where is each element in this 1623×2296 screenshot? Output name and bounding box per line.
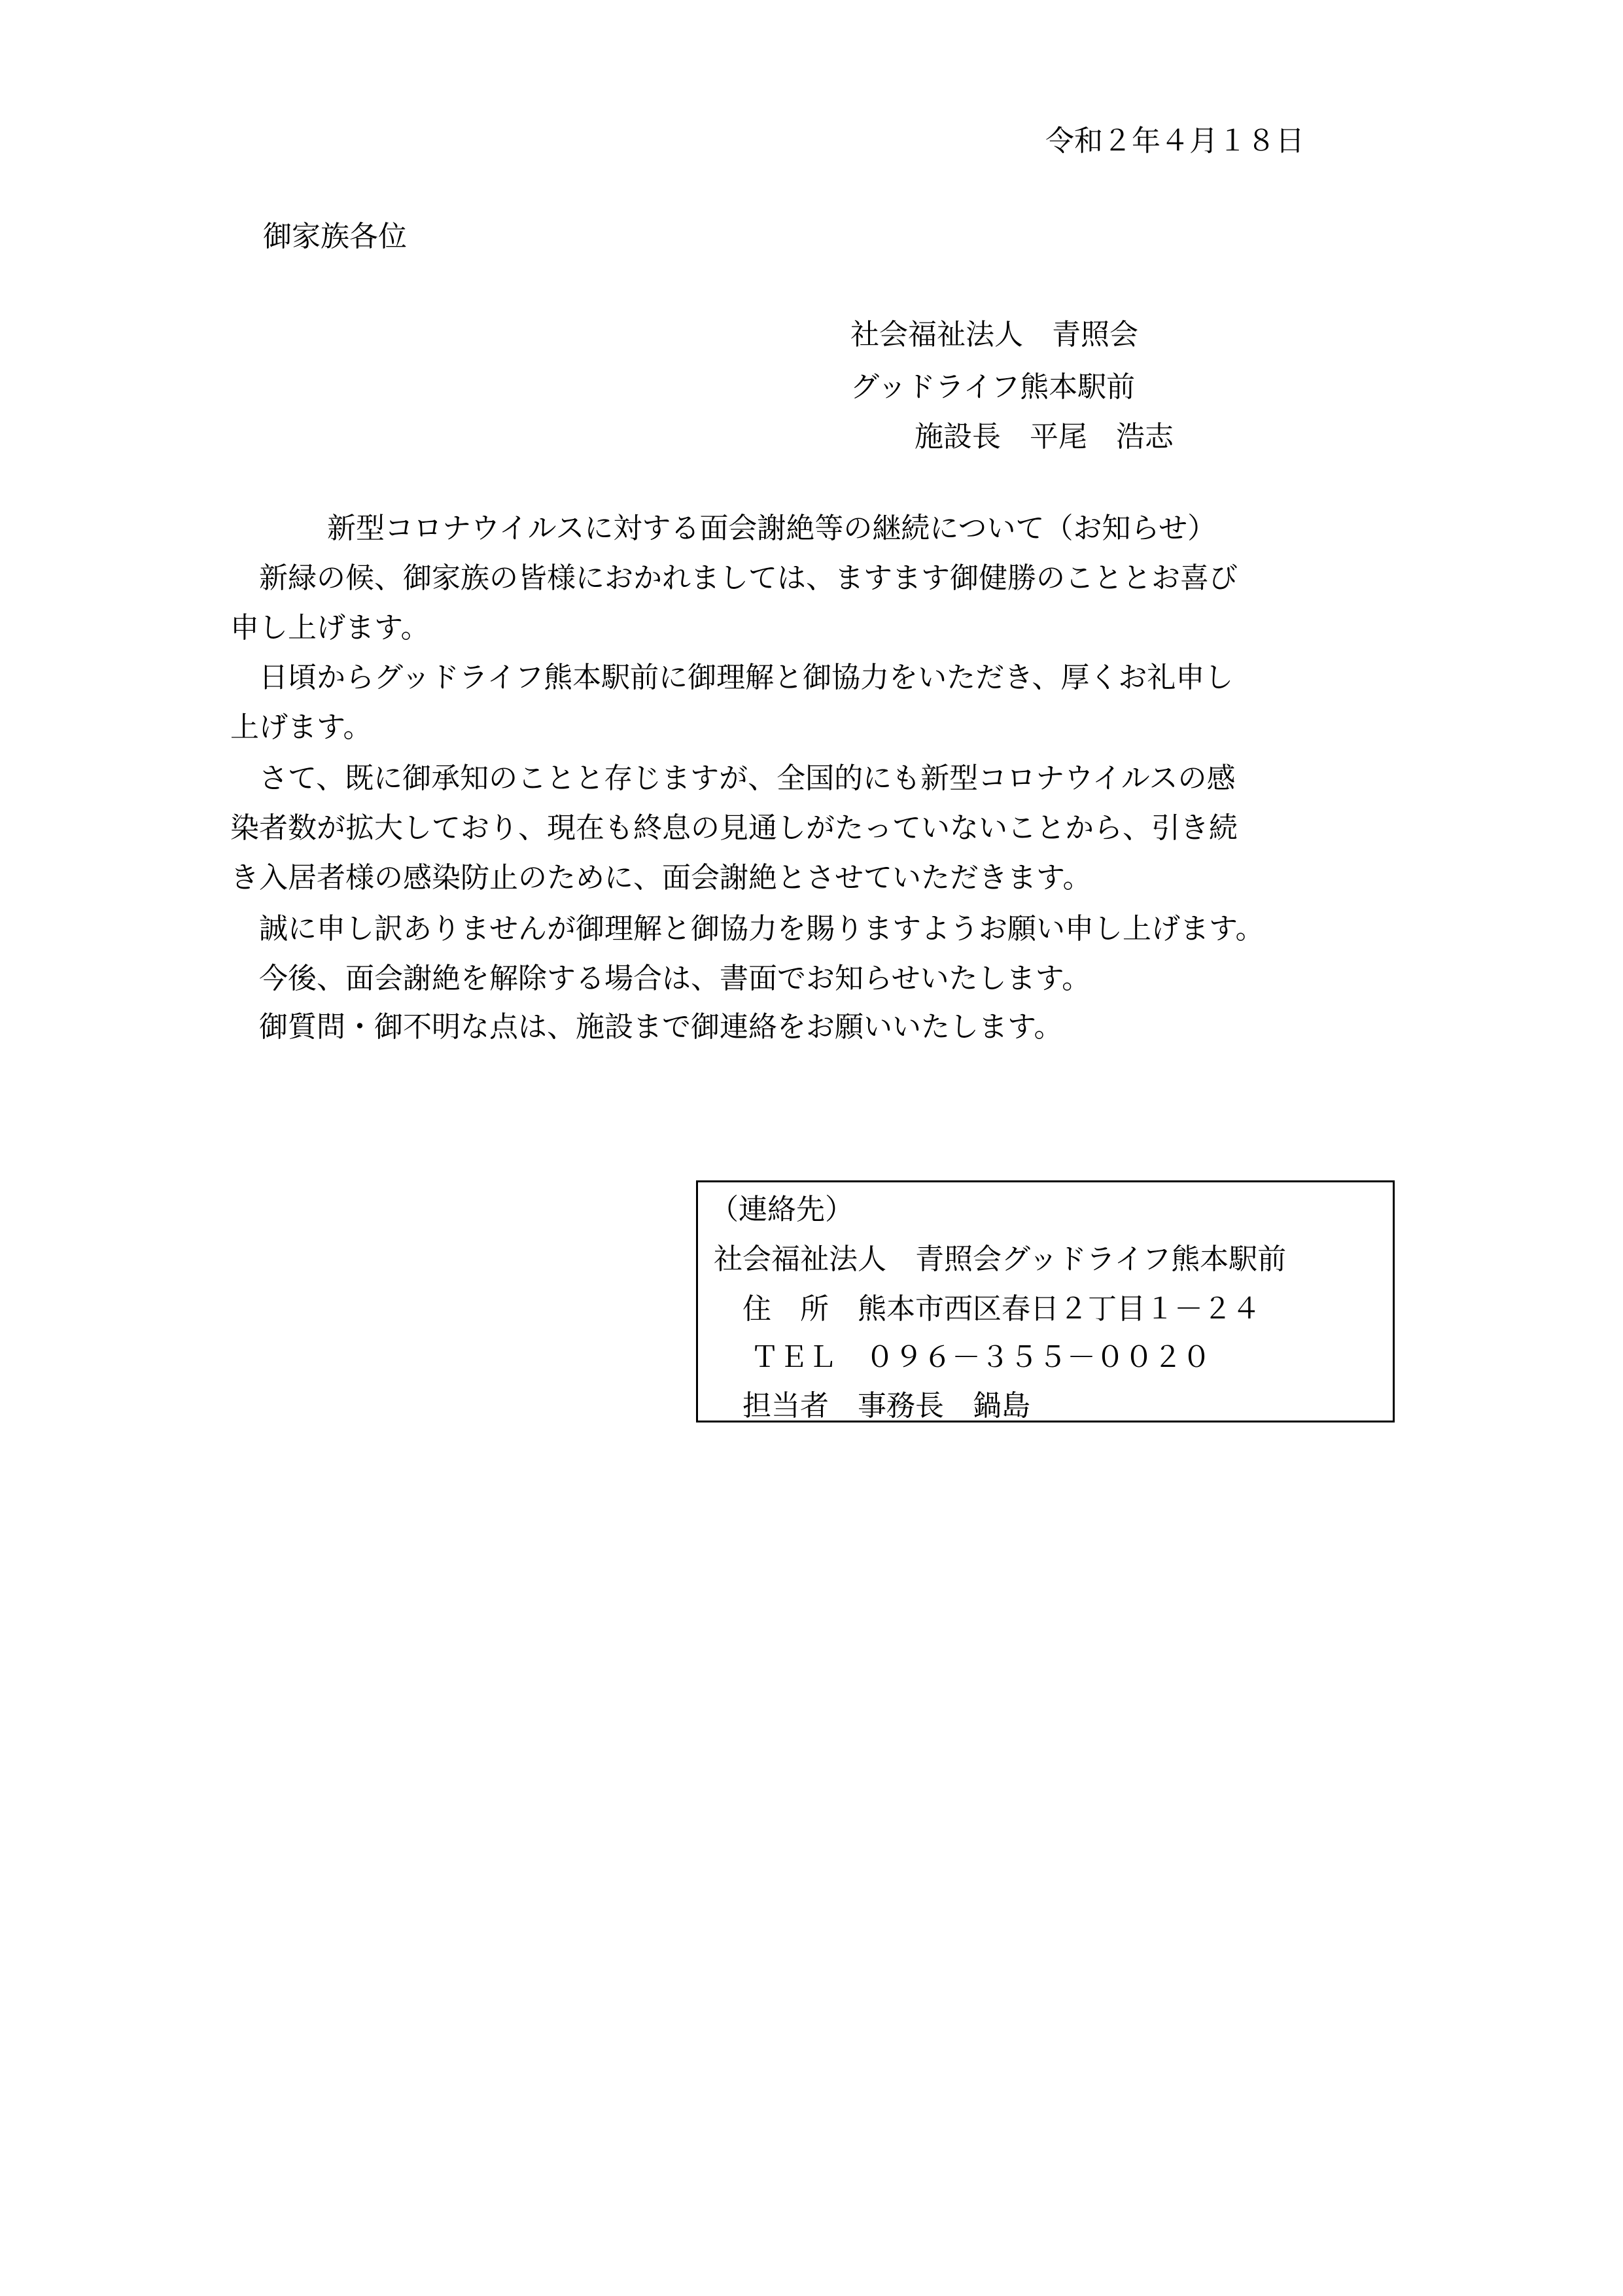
contact-person: 担当者 事務長 鍋島 [742, 1389, 1030, 1422]
contact-box [696, 1180, 1395, 1422]
sender-director: 施設長 平尾 浩志 [915, 420, 1174, 453]
contact-heading: （連絡先） [710, 1193, 854, 1226]
contact-tel: ＴＥＬ ０９６－３５５－００２０ [750, 1341, 1211, 1374]
body-line: 誠に申し訳ありませんが御理解と御協力を賜りますようお願い申し上げます。 [230, 912, 1265, 945]
body-line: き入居者様の感染防止のために、面会謝絶とさせていただきます。 [230, 861, 1092, 894]
body-line: 上げます。 [230, 711, 372, 744]
document-title: 新型コロナウイルスに対する面会謝絶等の継続について（お知らせ） [327, 512, 1217, 545]
body-line: 染者数が拡大しており、現在も終息の見通しがたっていないことから、引き続 [230, 811, 1238, 845]
sender-facility: グッドライフ熊本駅前 [850, 370, 1136, 404]
body-line: 日頃からグッドライフ熊本駅前に御理解と御協力をいただき、厚くお礼申し [230, 661, 1234, 694]
body-line: さて、既に御承知のことと存じますが、全国的にも新型コロナウイルスの感 [230, 762, 1236, 795]
body-line: 今後、面会謝絶を解除する場合は、書面でお知らせいたします。 [230, 962, 1091, 995]
body-line: 新緑の候、御家族の皆様におかれましては、ますます御健勝のこととお喜び [230, 561, 1238, 595]
body-line: 申し上げます。 [230, 611, 430, 645]
document-date: 令和２年４月１８日 [1045, 124, 1304, 158]
contact-organization: 社会福祉法人 青照会グッドライフ熊本駅前 [714, 1243, 1287, 1276]
body-line: 御質問・御不明な点は、施設まで御連絡をお願いいたします。 [230, 1010, 1063, 1044]
sender-organization: 社会福祉法人 青照会 [850, 318, 1138, 351]
contact-address: 住 所 熊本市西区春日２丁目１－２４ [742, 1292, 1261, 1326]
recipient: 御家族各位 [263, 220, 407, 253]
